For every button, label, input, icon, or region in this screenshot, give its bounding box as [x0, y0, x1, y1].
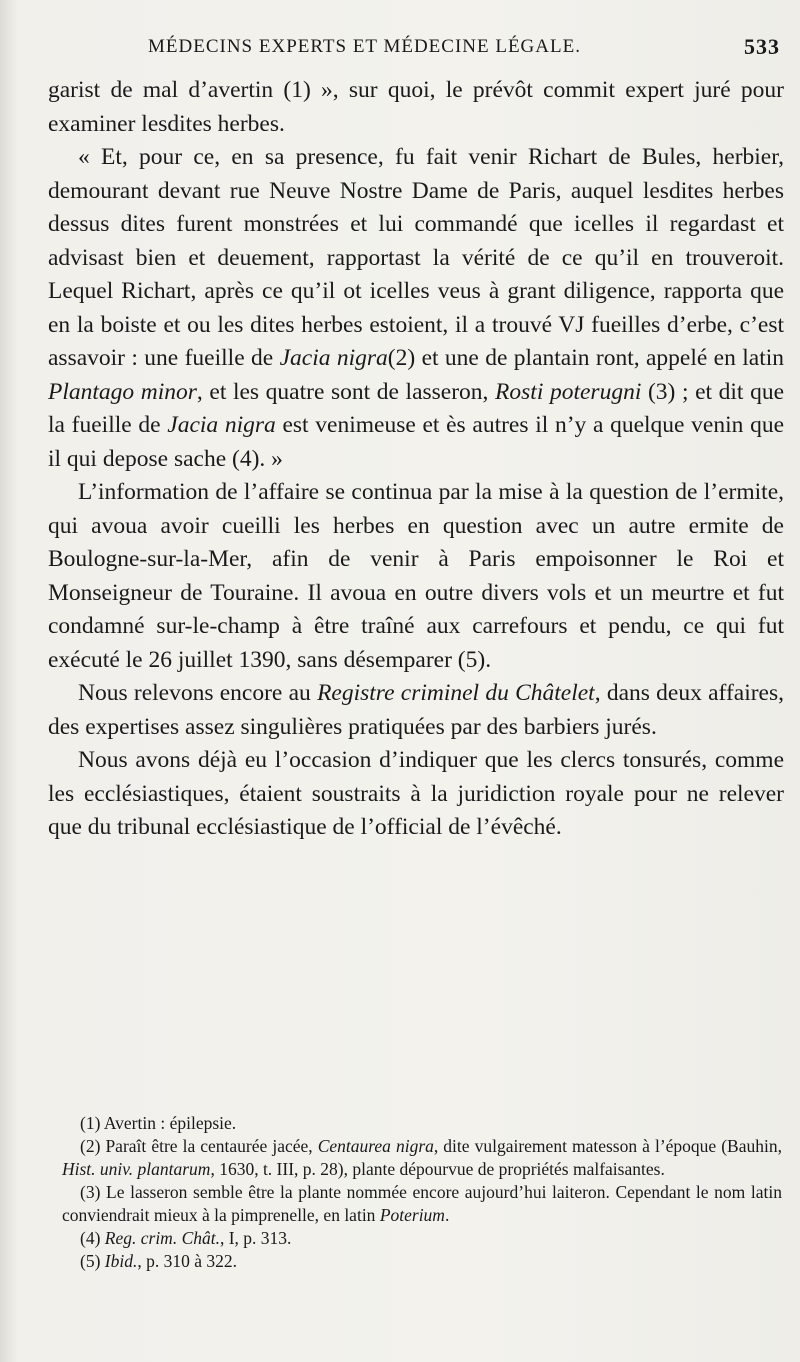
paragraph-5: [48, 744, 784, 845]
p2-italic-jacia: Jacia nigra: [279, 345, 388, 371]
running-title: MÉDECINS EXPERTS ET MÉDECINE LÉGALE.: [148, 36, 581, 57]
p2-text-a: « Et, pour ce, en sa presence, fu fait venir Richart de Bules, herbier, demourant devant rue Neuve Nostre Dame de Paris, auquel lesdites herbes dessus dites furent monstrées et lui commandé que icelles il regardast et advisast bien et deuement, rapportast la vérité de ce qu’il en trouveroit. Lequel Richart, après ce qu’il ot icelles veus à grant diligence, rapporta que en la boiste et ou les dites herbes estoient, il a trouvé VJ fueilles d’erbe, c’est assavoir : une fueille de: [48, 144, 784, 371]
p4-text-a: Nous relevons encore au: [78, 680, 311, 706]
fn4-italic-reg: Reg. crim. Chât.: [104, 1228, 220, 1248]
paragraph-2: [48, 141, 784, 476]
footnote-5: [62, 1250, 782, 1273]
footnote-1: [62, 1112, 782, 1135]
paragraph-5-text: Nous avons déjà eu l’occasion d’indiquer que les clercs tonsurés, comme les ecclésiastiques, étaient soustraits à la juridiction royale pour ne relever que du tribunal ecclésiastique de l’official de l’évêché.: [48, 747, 784, 840]
p2-text-c: , et les quatre sont de lasseron,: [196, 378, 489, 405]
p4-italic-registre: Registre criminel du Châtelet: [317, 680, 595, 706]
p2-italic-rosti: Rosti poterugni: [495, 378, 642, 405]
fn2-italic-centaurea: Centaurea nigra: [317, 1136, 434, 1156]
fn2-text-b: , dite vulgairement matesson à l’époque (Bauhin,: [433, 1136, 782, 1156]
p2-text-e: est venimeuse et ès autres il n’y a quelque venin que il qui depose sache (4). »: [48, 412, 785, 472]
p2-italic-plantago: Plantago minor: [48, 378, 197, 405]
paragraph-1-text: garist de mal d’avertin (1) », sur quoi, le prévôt commit expert juré pour examiner lesdites herbes.: [48, 77, 784, 137]
paragraph-3: [48, 476, 784, 677]
page-number: 533: [744, 34, 780, 59]
p2-italic-jacia-2: Jacia nigra: [167, 412, 276, 438]
fn5-italic-ibid: Ibid.: [104, 1251, 138, 1271]
fn3-text-a: (3) Le lasseron semble être la plante nommée encore aujourd’hui laiteron. Cependant le nom latin conviendrait mieux à la pimprenelle, en latin: [62, 1182, 782, 1225]
footnote-2: [62, 1135, 782, 1181]
p2-text-d: (3) ; et dit que la fueille de: [48, 378, 784, 438]
fn3-text-b: .: [444, 1205, 450, 1225]
p4-text-b: , dans deux affaires, des expertises assez singulières pratiquées par des barbiers jurés.: [48, 680, 785, 740]
p2-text-b: (2) et une de plantain ront, appelé en latin: [387, 345, 785, 371]
fn4-text-b: , I, p. 313.: [219, 1228, 292, 1248]
page-header: [48, 36, 786, 62]
main-text: [48, 74, 784, 845]
fn5-text-a: (5): [80, 1251, 101, 1271]
fn3-italic-poterium: Poterium: [379, 1205, 445, 1225]
fn5-text-b: , p. 310 à 322.: [137, 1251, 238, 1271]
footnote-4: [62, 1227, 782, 1250]
footnote-3: [62, 1181, 782, 1227]
fn2-italic-hist: Hist. univ. plantarum: [62, 1159, 211, 1179]
fn2-text-a: (2) Paraît être la centaurée jacée,: [80, 1136, 313, 1156]
paragraph-1: [48, 74, 784, 141]
footnote-1-text: (1) Avertin : épilepsie.: [80, 1113, 237, 1133]
fn2-text-c: , 1630, t. III, p. 28), plante dépourvue de propriétés malfaisantes.: [210, 1159, 665, 1179]
paragraph-3-text: L’information de l’affaire se continua par la mise à la question de l’ermite, qui avoua avoir cueilli les herbes en question avec un autre ermite de Boulogne-sur-la-Mer, afin de venir à Paris empoisonner le Roi et Monseigneur de Touraine. Il avoua en outre divers vols et un meurtre et fut condamné sur-le-champ à être traîné aux carrefours et pendu, ce qui fut exécuté le 26 juillet 1390, sans désemparer (5).: [48, 479, 784, 673]
footnotes: [62, 1112, 782, 1273]
fn4-text-a: (4): [80, 1228, 101, 1248]
paragraph-4: [48, 677, 784, 744]
